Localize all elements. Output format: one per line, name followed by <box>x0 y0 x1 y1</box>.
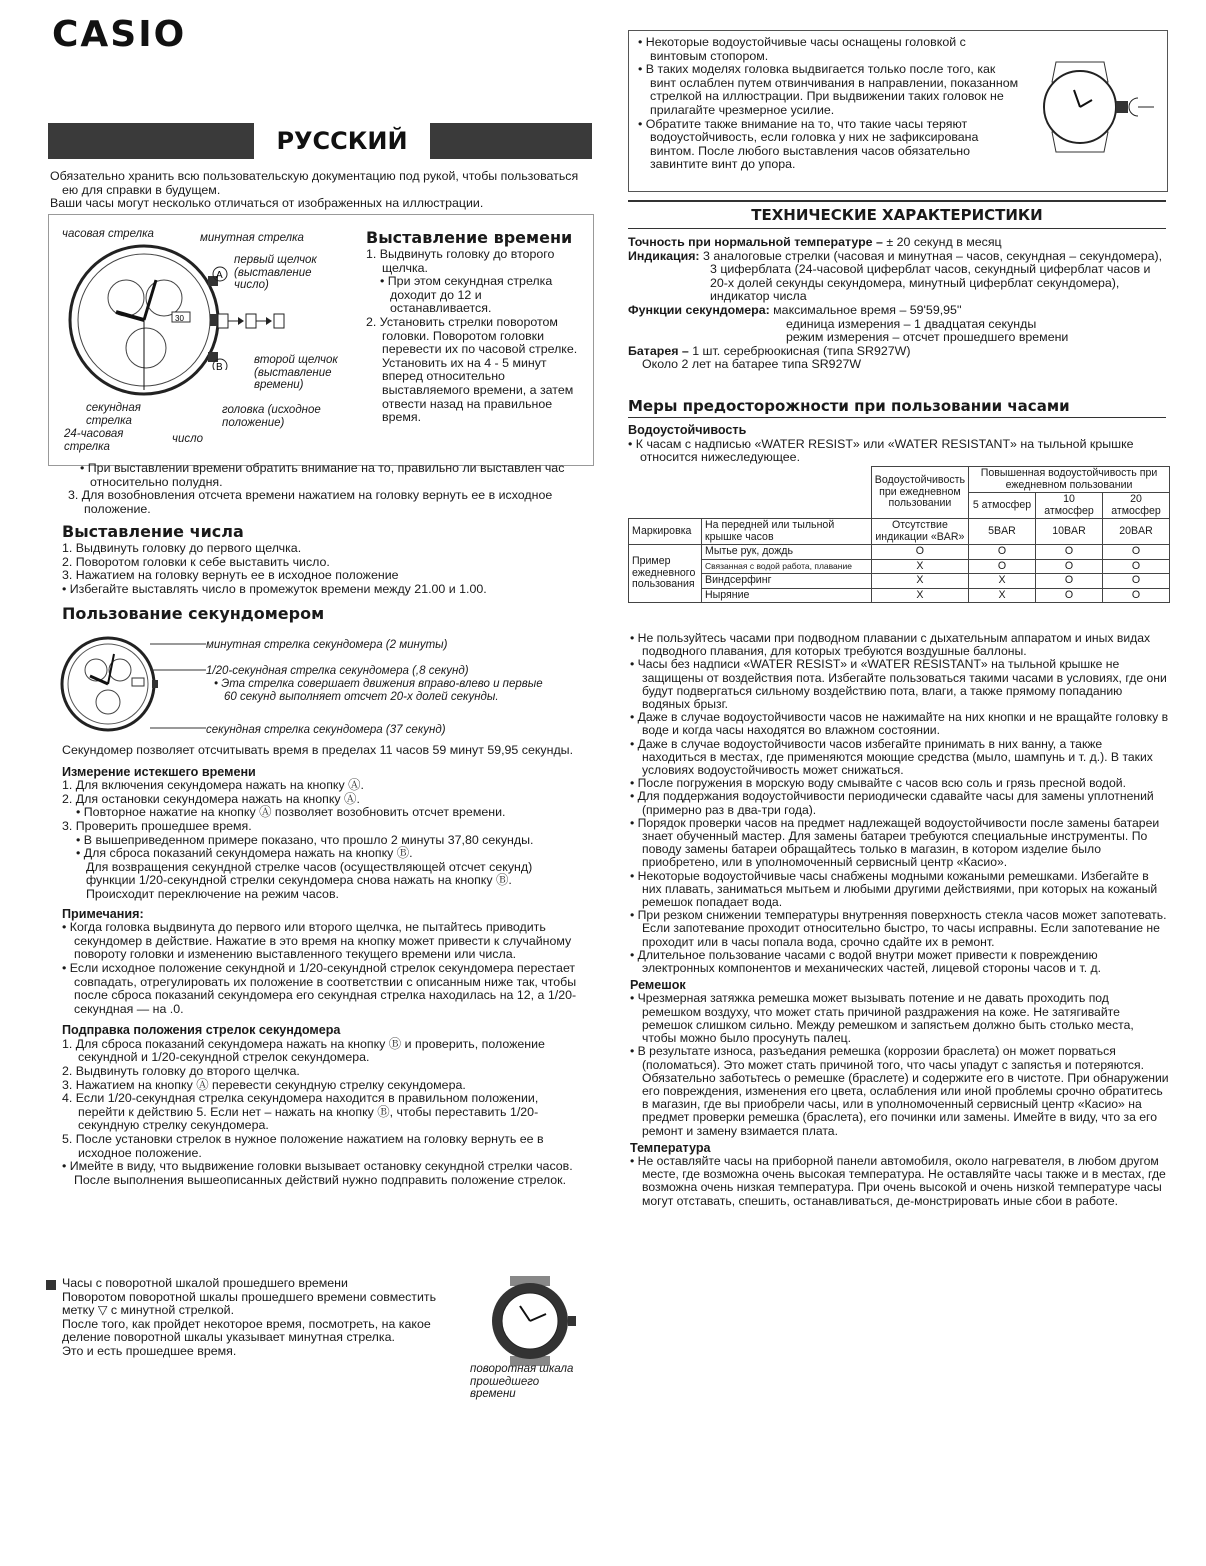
label-second-click: второй щелчок (выставление времени) <box>254 354 338 391</box>
date-step: 1. Выдвинуть головку до первого щелчка. <box>62 541 302 555</box>
cell: O <box>1036 574 1103 589</box>
stopwatch-heading <box>62 604 592 624</box>
stopwatch-watch-diagram <box>60 632 160 736</box>
time-step: 1. Выдвинуть головку до второго щелчка. <box>366 247 555 275</box>
th-10atm: 10 атмосфер <box>1036 493 1103 519</box>
wr-item: • Даже в случае водоустойчивости часов не нажимайте на них кнопки и не вращайте головку в воде и когда часы находятся во влажном состоянии. <box>630 710 1169 738</box>
date-step: 2. Поворотом головки к себе выставить число. <box>62 554 330 569</box>
screw-item: • В таких моделях головка выдвигается только после того, как винт ослаблен путем отвинчивания в направлении, показанном стрелкой на иллюстрации. При выдвижении таких головок не прилагайте чрезмерное усилие. <box>638 62 1019 117</box>
label-sw-twentieth-note: • Эта стрелка совершает движения вправо-влево и первые 60 секунд выполняет отсчет 20-х долей секунды. <box>214 678 543 703</box>
cell: O <box>1103 545 1170 560</box>
label-crown: головка (исходное положение) <box>222 404 321 429</box>
cell: X <box>969 588 1036 603</box>
wr-item: • После погружения в морскую воду смывайте с часов всю соль и грязь пресной водой. <box>630 776 1127 791</box>
cell: Отсутствие индикации «BAR» <box>871 519 968 545</box>
adjust-note: • Имейте в виду, что выдвижение головки вызывает остановку секундной стрелки часов. После выполнения вышеописанных действий нужно подправить положение стрелок. <box>62 1159 573 1187</box>
label-24h-hand: 24-часовая стрелка <box>64 428 124 453</box>
screw-lock-crown-diagram <box>1034 52 1158 162</box>
time-step: 2. Установить стрелки поворотом головки. Поворотом головки перевести их по часовой стрелке. Установить их на 4 - 5 минут вперед относительно выставляемого времени, а затем отвести назад на правильное время. <box>366 314 578 425</box>
spec-stopwatch-key: Функции секундомера: <box>628 302 770 317</box>
intro <box>50 170 590 211</box>
button-a-label: A <box>216 270 223 281</box>
casio-logo: CASIO <box>52 14 187 55</box>
wr-item: • Даже в случае водоустойчивости часов избегайте принимать в них ванну, а также находиться в местах, где применяются моющие средства (мыло, шампунь и т. д.). В таких условиях водоустойчивость может снижаться. <box>630 736 1153 778</box>
spec-stopwatch-value: максимальное время – 59'59,95'' <box>769 302 962 317</box>
time-setting-section <box>366 228 584 425</box>
stopwatch-title: Пользование секундомером <box>62 604 325 623</box>
spec-accuracy-key: Точность при нормальной температуре – <box>628 235 883 249</box>
bezel-text: После того, как пройдет некоторое время, посмотреть, на какое деление поворотной шкалы указывает минутная стрелка. <box>62 1316 431 1345</box>
wr-item: • Длительное пользование часами с водой внутри может привести к повреждению электронных компонентов и механических частей, лицевой стороны часов и т. д. <box>630 947 1101 976</box>
adjust-title: Подправка положения стрелок секундомера <box>62 1023 341 1038</box>
adjust-step: 2. Выдвинуть головку до второго щелчка. <box>62 1064 300 1079</box>
cell: X <box>871 559 968 574</box>
elapsed-step: 3. Проверить прошедшее время. <box>62 818 252 833</box>
wr-item: • Не пользуйтесь часами при подводном плавании с дыхательным аппаратом и иных видах подводного плавания, для которых требуются воздушные баллоны. <box>630 631 1151 659</box>
strap-item: • В результате износа, разъедания ремешка (коррозии браслета) он может порваться (поломаться). Это может стать причиной того, что часы упадут с запястья и потеряются. Обязательно заботьтесь о ремешке (браслете) и содержите его в чистоте. При обнаружении его повреждения, изменения его цвета, ослабления или иной проблемы срочно обратитесь в магазин, где вы приобрели часы, или в уполномоченный сервисный центр «Касио» на предмет проверки ремешка (браслета), его починки или замены. Имейте в виду, что за его ремонт и замену взимается плата. <box>630 1044 1169 1138</box>
spec-battery-key: Батарея – <box>628 343 689 358</box>
cell: O <box>1036 559 1103 574</box>
water-resistance-list <box>630 632 1170 1208</box>
cell: X <box>871 574 968 589</box>
wr-title: Водоустойчивость <box>628 423 747 437</box>
bezel-text: Это и есть прошедшее время. <box>62 1343 237 1358</box>
language-title: РУССКИЙ <box>254 123 430 159</box>
time-note: • При выставлении времени обратить внимание на то, правильно ли выставлен час относительно полудня. <box>80 461 565 489</box>
elapsed-note: • Для сброса показаний секундомера нажать на кнопку Ⓑ. <box>76 846 413 861</box>
elapsed-note: • Повторное нажатие на кнопку Ⓐ позволяет возобновить отсчет времени. <box>76 805 506 820</box>
time-step: 3. Для возобновления отсчета времени нажатием на головку вернуть ее в исходное положение. <box>68 488 553 516</box>
label-sw-second-hand: секундная стрелка секундомера (37 секунд) <box>206 724 446 736</box>
strap-item: • Чрезмерная затяжка ремешка может вызывать потение и не давать проходить под ремешком воздуху, что может стать причиной раздражения на коже. Не затягивайте ремешок слишком сильно. Между ремешком и запястьем должно быть столько места, чтобы можно было просунуть палец. <box>630 991 1134 1046</box>
th-20atm: 20 атмосфер <box>1103 493 1170 519</box>
water-resistance-table <box>628 466 1170 603</box>
note-item: • Когда головка выдвинута до первого или второго щелчка, не пытайтесь приводить секундомер в действие. Нажатие в это время на кнопку может привести к случайному повороту головки и изменению выставленного текущего времени или числа. <box>62 920 572 962</box>
cell: O <box>969 559 1036 574</box>
wr-item: • Порядок проверки часов на предмет надлежащей водоустойчивости после замены батареи знает обученный мастер. Для замены батареи требуются специальные инструменты. По поводу замены батареи обращайтесь только в магазин, в котором изделие было приобретено, или в уполномоченный сервисный центр «Касио». <box>630 815 1160 870</box>
row-name: Ныряние <box>702 588 872 603</box>
stopwatch-desc: Секундомер позволяет отсчитывать время в пределах 11 часов 59 минут 59,95 секунды. <box>62 743 574 757</box>
cell: 5BAR <box>969 519 1036 545</box>
intro-item: Ваши часы могут несколько отличаться от изображенных на иллюстрации. <box>50 196 484 211</box>
cell: 10BAR <box>1036 519 1103 545</box>
spec-display-value: 3 аналоговые стрелки (часовая и минутная – часов, секундная – секундомера), 3 циферблата (24-часовой циферблат часов, секундный циферблат часов и 20-х долей секунды секундомера, минутный циферблат секундомера), индикатор числа <box>699 248 1163 304</box>
stopwatch-body <box>62 744 582 1187</box>
cell: O <box>1036 588 1103 603</box>
th-daily: Водоустойчивость при ежедневном пользовании <box>871 467 968 519</box>
elapsed-title: Измерение истекшего времени <box>62 764 256 779</box>
cell: O <box>1103 588 1170 603</box>
elapsed-note: Для возвращения секундной стрелке часов (осуществляющей отсчет секунд) функции 1/20-секундной стрелки секундомера снова нажать на кнопку Ⓑ. Происходит переключение на режим часов. <box>86 859 533 901</box>
wr-item: • Некоторые водоустойчивые часы снабжены модными кожаными ремешками. Избегайте в них плавать, заниматься мытьем и любыми другими действиями, при которых на кожаный ремешок попадает вода. <box>630 868 1158 910</box>
screw-lock-text <box>638 36 1022 172</box>
cell: O <box>1036 545 1103 560</box>
cell: O <box>969 545 1036 560</box>
wr-item: • При резком снижении температуры внутренняя поверхность стекла часов может запотевать. Если запотевание проходит относительно быстро, то часы исправны. Если запотевание не проходит или в часы попала вода, срочно сдайте их в ремонт. <box>630 908 1167 949</box>
row-name: Виндсерфинг <box>702 574 872 589</box>
adjust-step: 1. Для сброса показаний секундомера нажать на кнопку Ⓑ и проверить, положение секундной и 1/20-секундной стрелок секундомера. <box>62 1036 545 1065</box>
label-date: число <box>172 433 203 445</box>
intro-item: Обязательно хранить всю пользовательскую документацию под рукой, чтобы пользоваться ею для справки в будущем. <box>50 169 579 197</box>
row-marking-desc: На передней или тыльной крышке часов <box>702 519 872 545</box>
elapsed-step: 1. Для включения секундомера нажать на кнопку Ⓐ. <box>62 778 364 793</box>
spec-battery-life: Около 2 лет на батарее типа SR927W <box>642 357 862 372</box>
button-b-label: B <box>216 362 223 370</box>
chronograph-watch-diagram <box>54 240 234 420</box>
cell: O <box>1103 559 1170 574</box>
date-step: 3. Нажатием на головку вернуть ее в исходное положение <box>62 568 399 583</box>
precautions-rule <box>628 417 1166 418</box>
label-first-click: первый щелчок (выставление число) <box>234 254 317 291</box>
adjust-step: 4. Если 1/20-секундная стрелка секундомера находится в правильном положении, перейти к действию 5. Если нет – нажать на кнопку Ⓑ, чтобы переставить 1/20-секундную стрелку секундомера. <box>62 1091 539 1133</box>
language-banner <box>48 123 592 159</box>
temp-title: Температура <box>630 1140 711 1155</box>
row-name: Мытье рук, дождь <box>702 545 872 560</box>
specs-title: ТЕХНИЧЕСКИЕ ХАРАКТЕРИСТИКИ <box>751 206 1043 224</box>
date-note: • Избегайте выставлять число в промежуток времени между 21.00 и 1.00. <box>62 581 487 596</box>
temp-item: • Не оставляйте часы на приборной панели автомобиля, около нагревателя, в любом другом месте, где возможна очень высокая температура. Не оставляйте часы также и в местах, где возможна очень низкая температура. При очень высокой и очень низкой температуре часы могут отставать, спешить, останавливаться, де-монстрировать иные сбои в работе. <box>630 1153 1166 1208</box>
time-step-note: • При этом секундная стрелка доходит до 12 и останавливается. <box>380 274 553 316</box>
cell: X <box>969 574 1036 589</box>
screw-item: • Обратите также внимание на то, что такие часы теряют водоустойчивость, если головка у них не зафиксирована винтом. После любого выставления часов обязательно завинтите винт до упора. <box>638 116 979 172</box>
label-minute-hand: минутная стрелка <box>200 232 304 244</box>
bezel-title: Часы с поворотной шкалой прошедшего времени <box>62 1276 348 1290</box>
time-setting-tail <box>66 462 586 516</box>
bezel-text: Поворотом поворотной шкалы прошедшего времени совместить метку ▽ с минутной стрелкой. <box>62 1289 437 1318</box>
bezel-section <box>62 1277 442 1359</box>
precautions-title: Меры предосторожности при пользовании часами <box>628 397 1070 415</box>
bezel-watch-diagram <box>476 1276 586 1366</box>
row-example-key: Пример ежедневного пользования <box>629 545 702 603</box>
spec-stopwatch-value: единица измерения – 1 двадцатая секунды <box>786 316 1037 331</box>
label-hour-hand: часовая стрелка <box>62 228 154 240</box>
date-setting-title: Выставление числа <box>62 522 244 541</box>
cell: 20BAR <box>1103 519 1170 545</box>
spec-battery-value: 1 шт. серебрюокисная (типа SR927W) <box>688 343 911 358</box>
screw-item: • Некоторые водоустойчивые часы оснащены головкой с винтовым стопором. <box>638 35 966 63</box>
row-marking-key: Маркировка <box>629 519 702 545</box>
water-resistance-intro <box>628 424 1166 465</box>
label-sw-minute-hand: минутная стрелка секундомера (2 минуты) <box>206 639 448 651</box>
adjust-step: 3. Нажатием на кнопку Ⓐ перевести секундную стрелку секундомера. <box>62 1077 466 1092</box>
strap-title: Ремешок <box>630 978 686 993</box>
specs-rule <box>628 200 1166 202</box>
row-name: Связанная с водой работа, плавание <box>702 559 872 574</box>
adjust-step: 5. После установки стрелок в нужное положение нажатием на головку вернуть ее в исходное положение. <box>62 1132 544 1160</box>
spec-stopwatch-value: режим измерения – отсчет прошедшего времени <box>786 330 1069 345</box>
th-enhanced: Повышенная водоустойчивость при ежедневном пользовании <box>969 467 1170 493</box>
date-window: 30 <box>175 314 184 323</box>
th-5atm: 5 атмосфер <box>969 493 1036 519</box>
wr-item: • Часы без надписи «WATER RESIST» и «WATER RESISTANT» на тыльной крышке не защищены от воздействия пота. Избегайте пользоваться такими часами в условиях, где они будут подвергаться сильному воздействию пота, влаги, а также прямому попаданию водяных брызг. <box>630 657 1167 712</box>
label-sw-twentieth-hand: 1/20-секундная стрелка секундомера (,8 секунд) <box>206 665 469 677</box>
cell: O <box>1103 574 1170 589</box>
stopwatch-leader-lines <box>150 640 210 740</box>
specs-body <box>628 236 1168 372</box>
specs-rule <box>628 228 1166 229</box>
wr-intro: • К часам с надписью «WATER RESIST» или «WATER RESISTANT» на тыльной крышке относится нижеследующее. <box>628 436 1134 465</box>
date-setting-section <box>62 522 592 596</box>
cell: X <box>871 588 968 603</box>
wr-item: • Для поддержания водоустойчивости периодически сдавайте часы для замены уплотнений (примерно раз в два-три года). <box>630 789 1154 817</box>
label-second-hand: секундная стрелка <box>86 402 141 427</box>
elapsed-step: 2. Для остановки секундомера нажать на кнопку Ⓐ. <box>62 791 360 806</box>
notes-title: Примечания: <box>62 906 144 921</box>
note-item: • Если исходное положение секундной и 1/20-секундной стрелок секундомера перестает совпадать, отрегулировать их положение в соответствии с описанным ниже так, чтобы после сброса показаний секундомера его секундная стрелка находилась на 12, а 1/20-секундная — на .0. <box>62 960 577 1016</box>
label-bezel: поворотная шкала прошедшего времени <box>470 1363 574 1400</box>
spec-display-key: Индикация: <box>628 248 700 263</box>
square-bullet-icon <box>46 1280 56 1290</box>
cell: O <box>871 545 968 560</box>
time-setting-title: Выставление времени <box>366 228 573 247</box>
elapsed-note: • В вышеприведенном примере показано, что прошло 2 минуты 37,80 секунды. <box>76 832 534 847</box>
spec-accuracy-value: ± 20 секунд в месяц <box>882 235 1002 249</box>
